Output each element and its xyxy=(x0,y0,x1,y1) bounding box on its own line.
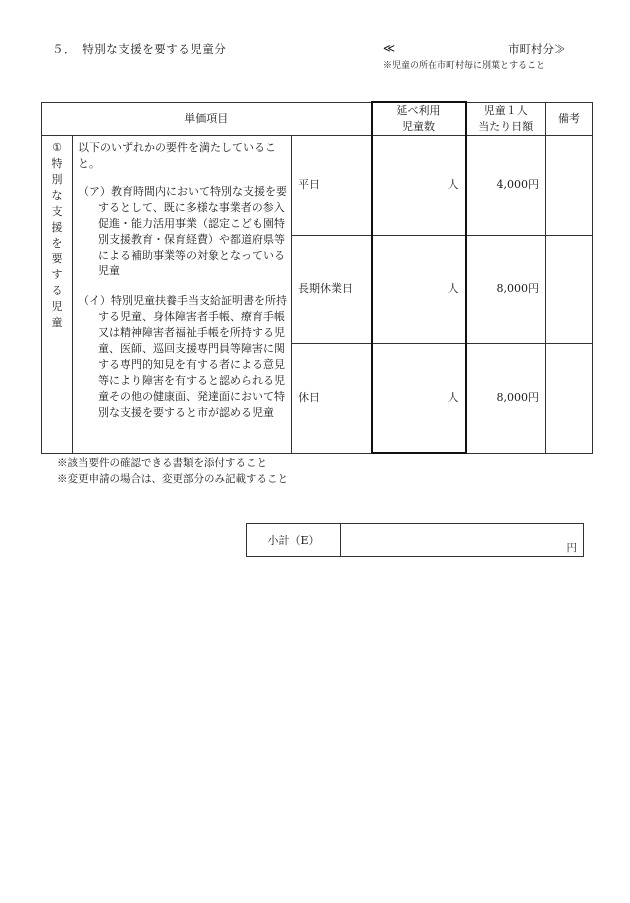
category-label-char: 要 xyxy=(51,252,63,266)
header-children-count-line1: 延べ利用 xyxy=(396,104,441,117)
category-label-char: 別 xyxy=(51,172,63,186)
daily-amount-weekday: 4,000円 xyxy=(466,135,546,235)
subtotal-box xyxy=(246,523,584,557)
header-remarks: 備考 xyxy=(546,102,593,135)
remarks-long-vacation-field[interactable] xyxy=(546,235,593,343)
header-daily-amount-line1: 児童１人 xyxy=(483,103,528,117)
header-daily-amount-line2: 当たり日額 xyxy=(478,119,534,133)
day-type-holiday: 休日 xyxy=(292,343,372,453)
category-label-char: 特 xyxy=(51,156,63,170)
category-label-char: る xyxy=(51,284,63,298)
municipality-label: 市町村分≫ xyxy=(508,42,566,56)
category-label-char: な xyxy=(51,188,63,202)
header-unit-item: 単価項目 xyxy=(42,102,372,135)
daily-amount-holiday: 8,000円 xyxy=(466,343,546,453)
municipality-note: ※児童の所在市町村毎に別葉とすること xyxy=(383,61,546,71)
day-type-long-vacation: 長期休業日 xyxy=(292,235,372,343)
note-attach-documents: ※該当要件の確認できる書類を添付すること xyxy=(57,457,267,469)
category-label-char: 児 xyxy=(51,300,63,314)
category-label-char: 援 xyxy=(51,220,63,234)
category-label-char: ① xyxy=(52,140,62,154)
category-label-char: を xyxy=(51,236,63,250)
header-daily-amount xyxy=(466,102,546,135)
category-label-char: 支 xyxy=(51,204,63,218)
unit-price-table xyxy=(41,101,593,454)
subtotal-value-field[interactable] xyxy=(341,524,584,557)
header-children-count xyxy=(372,102,466,135)
daily-amount-long-vacation: 8,000円 xyxy=(466,235,546,343)
children-count-weekday-field[interactable] xyxy=(372,135,466,235)
children-count-unit: 人 xyxy=(447,282,459,296)
notes xyxy=(57,455,288,488)
children-count-unit: 人 xyxy=(447,391,459,405)
remarks-weekday-field[interactable] xyxy=(546,135,593,235)
category-label xyxy=(42,135,73,453)
category-label-char: 童 xyxy=(51,316,63,330)
subtotal-unit: 円 xyxy=(566,542,577,554)
children-count-unit: 人 xyxy=(447,178,459,192)
section-title: ５． 特別な支援を要する児童分 xyxy=(52,42,227,56)
category-label-char: す xyxy=(51,268,63,282)
requirement-item-b: （イ）特別児童扶養手当支給証明書を所持する児童、身体障害者手帳、療育手帳又は精神障害者福祉手帳を所持する児童、医師、巡回支援専門員等障害に関する専門的知見を有する者による意見等により障害を有すると認められる児童その他の健康面、発達面において特別な支援を要すると市が認める児童 xyxy=(78,294,287,419)
children-count-long-vacation-field[interactable] xyxy=(372,235,466,343)
requirements-intro: 以下のいずれかの要件を満たしていること。 xyxy=(78,140,276,170)
remarks-holiday-field[interactable] xyxy=(546,343,593,453)
requirements-text xyxy=(73,135,292,453)
note-change-request: ※変更申請の場合は、変更部分のみ記載すること xyxy=(57,473,288,486)
day-type-weekday: 平日 xyxy=(292,135,372,235)
subtotal-label: 小計（E） xyxy=(247,524,341,557)
municipality-open-bracket: ≪ xyxy=(383,41,396,55)
requirement-item-a: （ア）教育時間内において特別な支援を要するとして、既に多様な事業者の参入促進・能力活用事業（認定こども園特別支援教育・保育経費）や都道府県等による補助事業等の対象となっている児童 xyxy=(78,184,287,278)
header-children-count-line2: 児童数 xyxy=(402,119,436,133)
children-count-holiday-field[interactable] xyxy=(372,343,466,453)
